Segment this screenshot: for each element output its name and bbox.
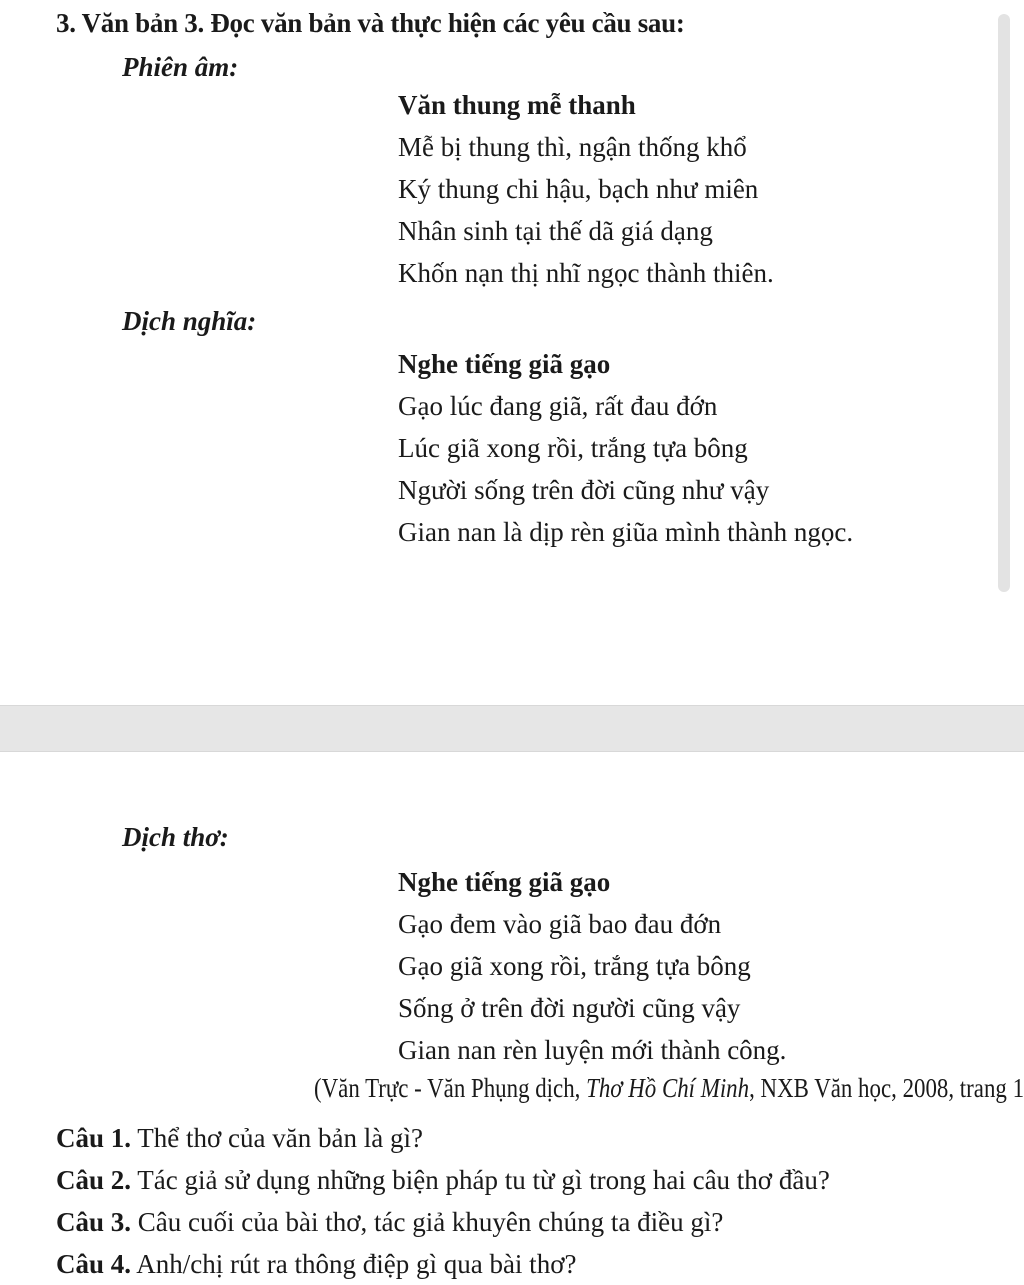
question-number: Câu 3. (56, 1207, 132, 1237)
question-text: Tác giả sử dụng những biện pháp tu từ gì trong hai câu thơ đầu? (131, 1165, 830, 1195)
question-list (56, 1117, 830, 1285)
poem-title: Nghe tiếng giã gạo (398, 867, 611, 897)
question-text: Câu cuối của bài thơ, tác giả khuyên chúng ta điều gì? (131, 1207, 724, 1237)
citation-suffix: , NXB Văn học, 2008, trang 1 (749, 1073, 1024, 1103)
question-text: Anh/chị rút ra thông điệp gì qua bài thơ? (131, 1249, 577, 1279)
question-item (56, 1117, 830, 1159)
question-item (56, 1201, 830, 1243)
citation-book-title: Thơ Hồ Chí Minh (586, 1073, 750, 1103)
page-break (0, 705, 1024, 752)
question-item (56, 1243, 830, 1285)
question-item (56, 1159, 830, 1201)
poem-line: Nhân sinh tại thế dã giá dạng (398, 216, 713, 246)
poem-title: Nghe tiếng giã gạo (398, 349, 611, 379)
poem-line: Lúc giã xong rồi, trắng tựa bông (398, 433, 748, 463)
question-number: Câu 1. (56, 1123, 132, 1153)
poem-line: Gạo lúc đang giã, rất đau đớn (398, 391, 718, 421)
poem-line: Khốn nạn thị nhĩ ngọc thành thiên. (398, 258, 774, 288)
poem-line: Ký thung chi hậu, bạch như miên (398, 174, 759, 204)
poem-line: Sống ở trên đời người cũng vậy (398, 993, 741, 1023)
poem-line: Gạo đem vào giã bao đau đớn (398, 909, 722, 939)
poem-title: Văn thung mễ thanh (398, 90, 636, 120)
poem-line: Gian nan rèn luyện mới thành công. (398, 1035, 787, 1065)
dich-nghia-label: Dịch nghĩa: (122, 306, 257, 336)
dich-tho-poem (398, 861, 786, 1071)
poem-line: Gian nan là dịp rèn giũa mình thành ngọc. (398, 517, 854, 547)
question-number: Câu 2. (56, 1165, 132, 1195)
dich-nghia-poem (398, 343, 853, 553)
question-text: Thể thơ của văn bản là gì? (131, 1123, 423, 1153)
source-citation (314, 1073, 1024, 1104)
poem-line: Mễ bị thung thì, ngận thống khổ (398, 132, 747, 162)
poem-line: Người sống trên đời cũng như vậy (398, 475, 770, 505)
vertical-scrollbar[interactable] (998, 14, 1010, 592)
phien-am-label: Phiên âm: (122, 52, 239, 82)
dich-tho-label: Dịch thơ: (122, 822, 229, 852)
question-number: Câu 4. (56, 1249, 132, 1279)
poem-line: Gạo giã xong rồi, trắng tựa bông (398, 951, 751, 981)
citation-prefix: (Văn Trực - Văn Phụng dịch, (314, 1073, 587, 1103)
section-heading: 3. Văn bản 3. Đọc văn bản và thực hiện các yêu cầu sau: (56, 8, 685, 38)
phien-am-poem (398, 84, 774, 294)
